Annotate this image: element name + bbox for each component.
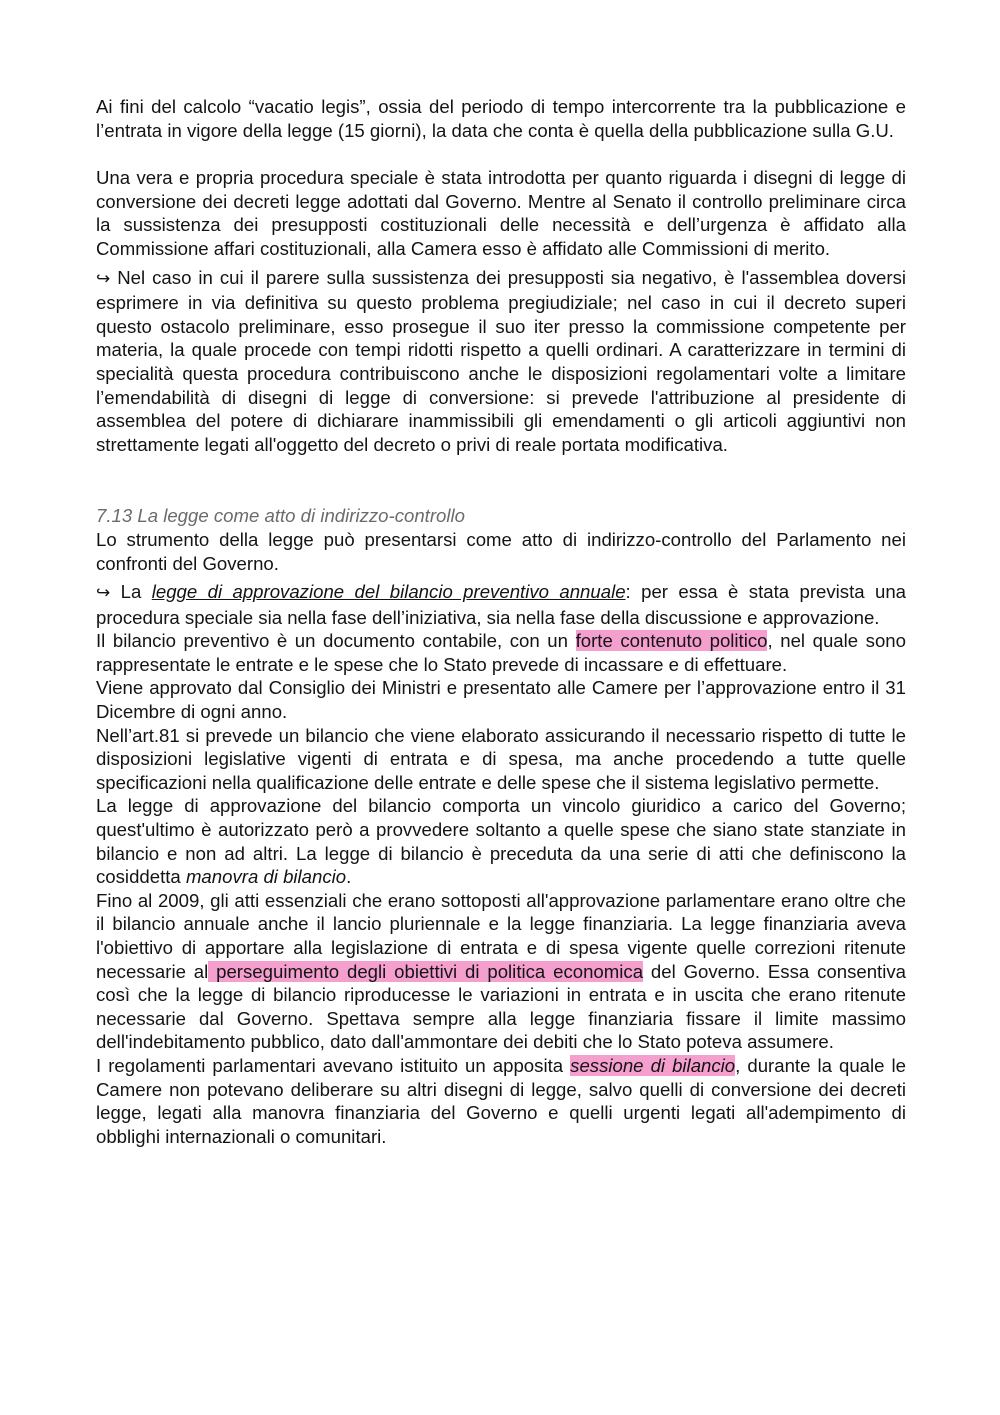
paragraph-parere-negativo (96, 266, 906, 457)
underlined-term: legge di approvazione del bilancio preventivo annuale (151, 581, 626, 603)
text-run: I regolamenti parlamentari avevano istituito un apposita (96, 1054, 571, 1076)
paragraph-section-intro: Lo strumento della legge può presentarsi come atto di indirizzo-controllo del Parlamento nei confronti del Governo. (96, 528, 906, 574)
text-run: Il bilancio preventivo è un documento contabile, con un (96, 630, 576, 652)
text-run: Fino al 2009, gli atti essenziali che erano sottoposti all'approvazione parlamentare erano oltre che il bilancio annuale anche il lancio pluriennale e la legge finanziaria. La legge finanziaria aveva l'obiettivo di apportare alla legislazione di entrata e di spesa vigente quelle correzioni ritenute necessarie al (96, 889, 906, 982)
paragraph-approvazione: Viene approvato dal Consiglio dei Ministri e presentato alle Camere per l’approvazione entro il 31 Dicembre di ogni anno. (96, 677, 906, 723)
italic-term: manovra di bilancio (185, 866, 347, 888)
paragraph-legge-finanziaria (96, 889, 906, 1054)
highlighted-text: forte contenuto politico (575, 630, 768, 652)
paragraph-vacatio-legis: Ai fini del calcolo “vacatio legis”, ossia del periodo di tempo intercorrente tra la pubblicazione e l’entrata in vigore della legge (15 giorni), la data che conta è quella della pubblicazione sulla G.U. (96, 96, 906, 141)
text-run: . (346, 866, 352, 888)
text-run: del Governo. Essa consentiva così che la legge di bilancio riproducesse le variazioni in entrata e in uscita che erano ritenute necessarie dal Governo. Spettava sempre alla legge finanziaria fissare il limite massimo dell'indebitamento pubblico, dato dall'ammontare dei debiti che lo Stato poteva assumere. (96, 960, 906, 1053)
paragraph-documento-contabile (96, 629, 906, 676)
document-page (96, 95, 906, 1148)
paragraph-procedura-speciale: Una vera e propria procedura speciale è stata introdotta per quanto riguarda i disegni di legge di conversione dei decreti legge adottati dal Governo. Mentre al Senato il controllo preliminare circa la sussistenza dei presupposti costituzionali delle necessità e dell’urgenza è affidato alla Commissione affari costituzionali, alla Camera esso è affidato alle Commissioni di merito. (96, 167, 906, 259)
paragraph-bilancio-preventivo-bullet (96, 580, 906, 629)
section-spacer (96, 456, 906, 504)
text-run: , nel quale sono rappresentate le entrate e le spese che lo Stato prevede di incassare e di effettuare. (96, 630, 906, 675)
hook-arrow-icon: ↪ (96, 268, 111, 289)
hook-arrow-icon: ↪ (96, 583, 111, 604)
text-run: La legge di approvazione del bilancio comporta un vincolo giuridico a carico del Governo; quest'ultimo è autorizzato però a provvedere soltanto a quelle spese che siano state stanziate in bilancio e non ad altri. La legge di bilancio è preceduta da una serie di atti che definiscono la cosiddetta (96, 795, 906, 888)
paragraph-spacer (96, 142, 906, 166)
highlighted-italic-term: sessione di bilancio (570, 1054, 736, 1076)
paragraph-vincolo-giuridico (96, 794, 906, 888)
text-run: , durante la quale le Camere non potevano deliberare su altri disegni di legge, salvo quelli di conversione dei decreti legge, legati alla manovra finanziaria del Governo e quelli urgenti legati all'adempimento di obblighi internazionali o comunitari. (96, 1054, 906, 1147)
paragraph-art-81: Nell’art.81 si prevede un bilancio che viene elaborato assicurando il necessario rispetto di tutte le disposizioni legislative vigenti di entrata e di spesa, ma anche procedendo a tutte quelle specificazioni nella qualificazione delle entrate e delle spese che il sistema legislativo permette. (96, 724, 906, 793)
highlighted-text: perseguimento degli obiettivi di politica economica (208, 960, 644, 982)
paragraph-text: Nel caso in cui il parere sulla sussistenza dei presupposti sia negativo, è l'assemblea doversi esprimere in via definitiva su questo problema pregiudiziale; nel caso in cui il decreto superi questo ostacolo preliminare, esso prosegue il suo iter presso la commissione competente per materia, la quale procede con tempi ridotti rispetto a quelli ordinari. A caratterizzare in termini di specialità questa procedura contribuiscono anche le disposizioni regolamentari volte a limitare l’emendabilità di disegni di legge di conversione: si prevede l'attribuzione al presidente di assemblea del potere di dichiarare inammissibili gli emendamenti o gli articoli aggiuntivi non strettamente legati all'oggetto del decreto o privi di reale portata modificativa. (96, 266, 906, 455)
section-heading: 7.13 La legge come atto di indirizzo-controllo (96, 505, 465, 527)
paragraph-sessione-bilancio (96, 1054, 906, 1148)
text-run: : per essa è stata prevista una procedura speciale sia nella fase dell’iniziativa, sia nella fase della discussione e approvazione. (96, 581, 907, 628)
text-run: La (110, 581, 152, 603)
